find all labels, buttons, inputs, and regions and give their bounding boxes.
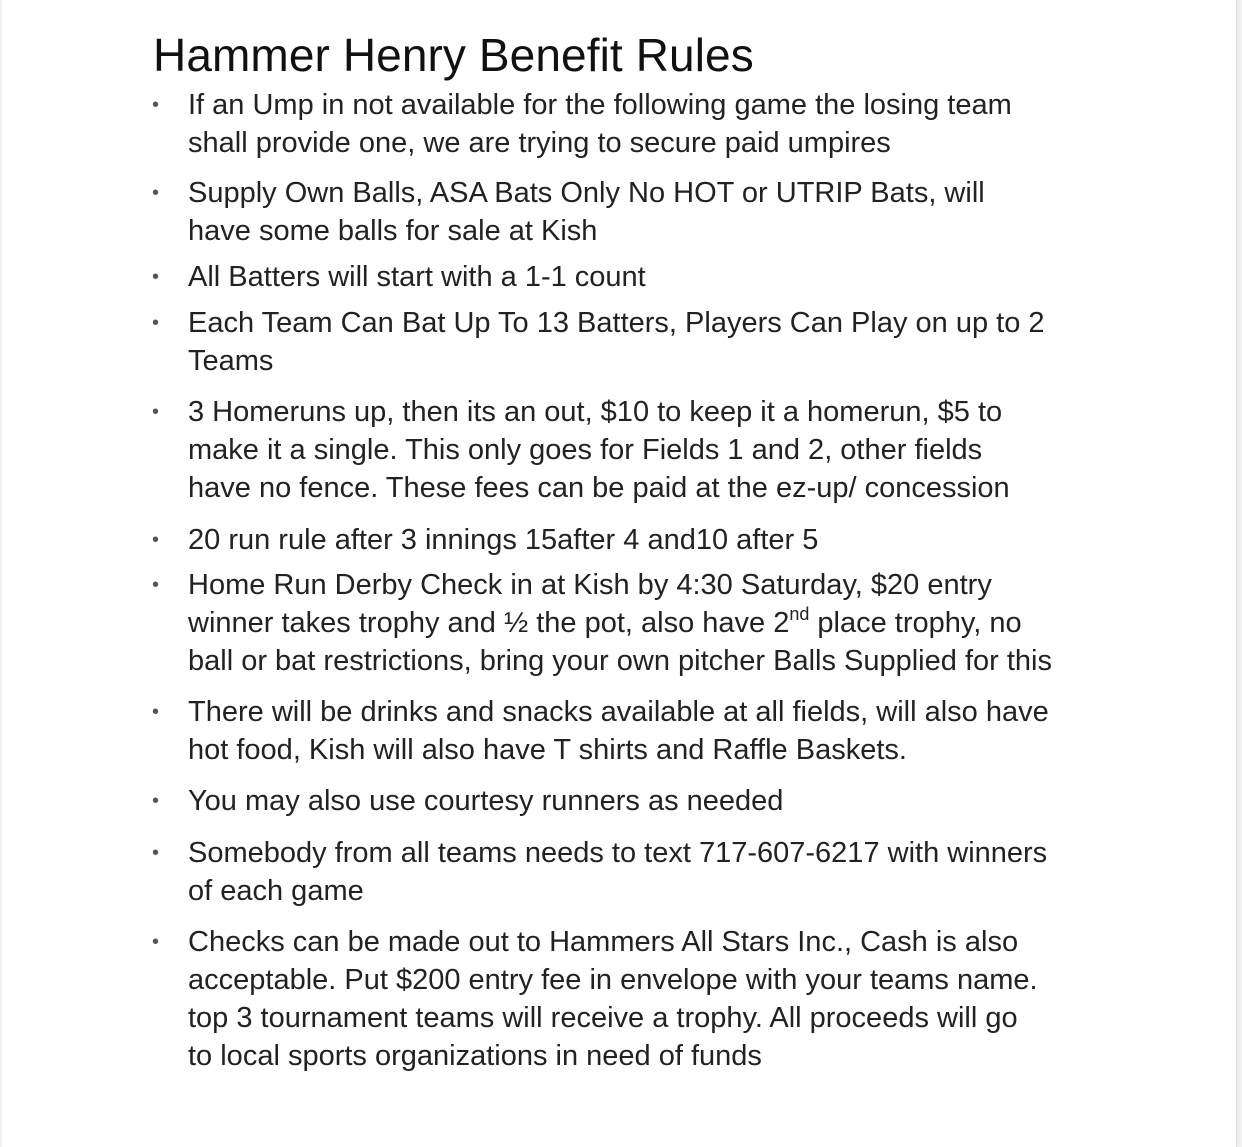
rule-line: Somebody from all teams needs to text 717-607-6217 with winners — [188, 837, 1048, 869]
rule-line-segment: place trophy, no — [809, 607, 1022, 639]
rule-text — [188, 566, 1098, 680]
bullet-icon: • — [152, 931, 160, 953]
rule-line: Home Run Derby Check in at Kish by 4:30 Saturday, $20 entry — [188, 569, 992, 601]
rule-line: 20 run rule after 3 innings 15after 4 and10 after 5 — [188, 524, 819, 556]
rule-text — [188, 304, 1098, 380]
rule-text — [188, 521, 1098, 559]
bullet-icon: • — [152, 312, 160, 334]
rule-line: top 3 tournament teams will receive a trophy. All proceeds will go — [188, 1002, 1018, 1034]
rule-line: 3 Homeruns up, then its an out, $10 to keep it a homerun, $5 to — [188, 396, 1003, 428]
bullet-icon: • — [152, 701, 160, 723]
rule-line: ball or bat restrictions, bring your own pitcher Balls Supplied for this — [188, 645, 1052, 677]
bullet-icon: • — [152, 401, 160, 423]
rule-line: All Batters will start with a 1-1 count — [188, 261, 646, 293]
rule-text — [188, 393, 1098, 507]
rule-line: There will be drinks and snacks available at all fields, will also have — [188, 696, 1049, 728]
bullet-icon: • — [152, 842, 160, 864]
rule-line-segment: winner takes trophy and ½ the pot, also have 2 — [188, 607, 790, 639]
rule-line: Supply Own Balls, ASA Bats Only No HOT or UTRIP Bats, will — [188, 177, 985, 209]
rule-text — [188, 174, 1098, 250]
rule-line: of each game — [188, 875, 364, 907]
rule-text — [188, 923, 1098, 1075]
bullet-icon: • — [152, 182, 160, 204]
rule-line: hot food, Kish will also have T shirts and Raffle Baskets. — [188, 734, 907, 766]
bullet-icon: • — [152, 266, 160, 288]
document-page — [2, 0, 1237, 1147]
rule-line: Teams — [188, 345, 274, 377]
rule-text — [188, 258, 1098, 296]
bullet-icon: • — [152, 790, 160, 812]
rule-text — [188, 782, 1098, 820]
bullet-icon: • — [152, 574, 160, 596]
ordinal-superscript: nd — [789, 604, 810, 624]
rule-line: shall provide one, we are trying to secure paid umpires — [188, 127, 891, 159]
bullet-icon: • — [152, 94, 160, 116]
rule-line: acceptable. Put $200 entry fee in envelope with your teams name. — [188, 964, 1038, 996]
document-title: Hammer Henry Benefit Rules — [153, 29, 754, 81]
rule-line: Each Team Can Bat Up To 13 Batters, Players Can Play on up to 2 — [188, 307, 1045, 339]
rule-line: You may also use courtesy runners as needed — [188, 785, 784, 817]
bullet-icon: • — [152, 529, 160, 551]
rule-text — [188, 834, 1098, 910]
rule-line: make it a single. This only goes for Fields 1 and 2, other fields — [188, 434, 983, 466]
rule-text — [188, 693, 1098, 769]
rule-text — [188, 86, 1098, 162]
rule-line: Checks can be made out to Hammers All Stars Inc., Cash is also — [188, 926, 1019, 958]
rule-line — [188, 604, 1098, 642]
rule-line: to local sports organizations in need of funds — [188, 1040, 762, 1072]
rule-line: have no fence. These fees can be paid at the ez-up/ concession — [188, 472, 1010, 504]
rule-line: have some balls for sale at Kish — [188, 215, 598, 247]
rule-line: If an Ump in not available for the following game the losing team — [188, 89, 1012, 121]
